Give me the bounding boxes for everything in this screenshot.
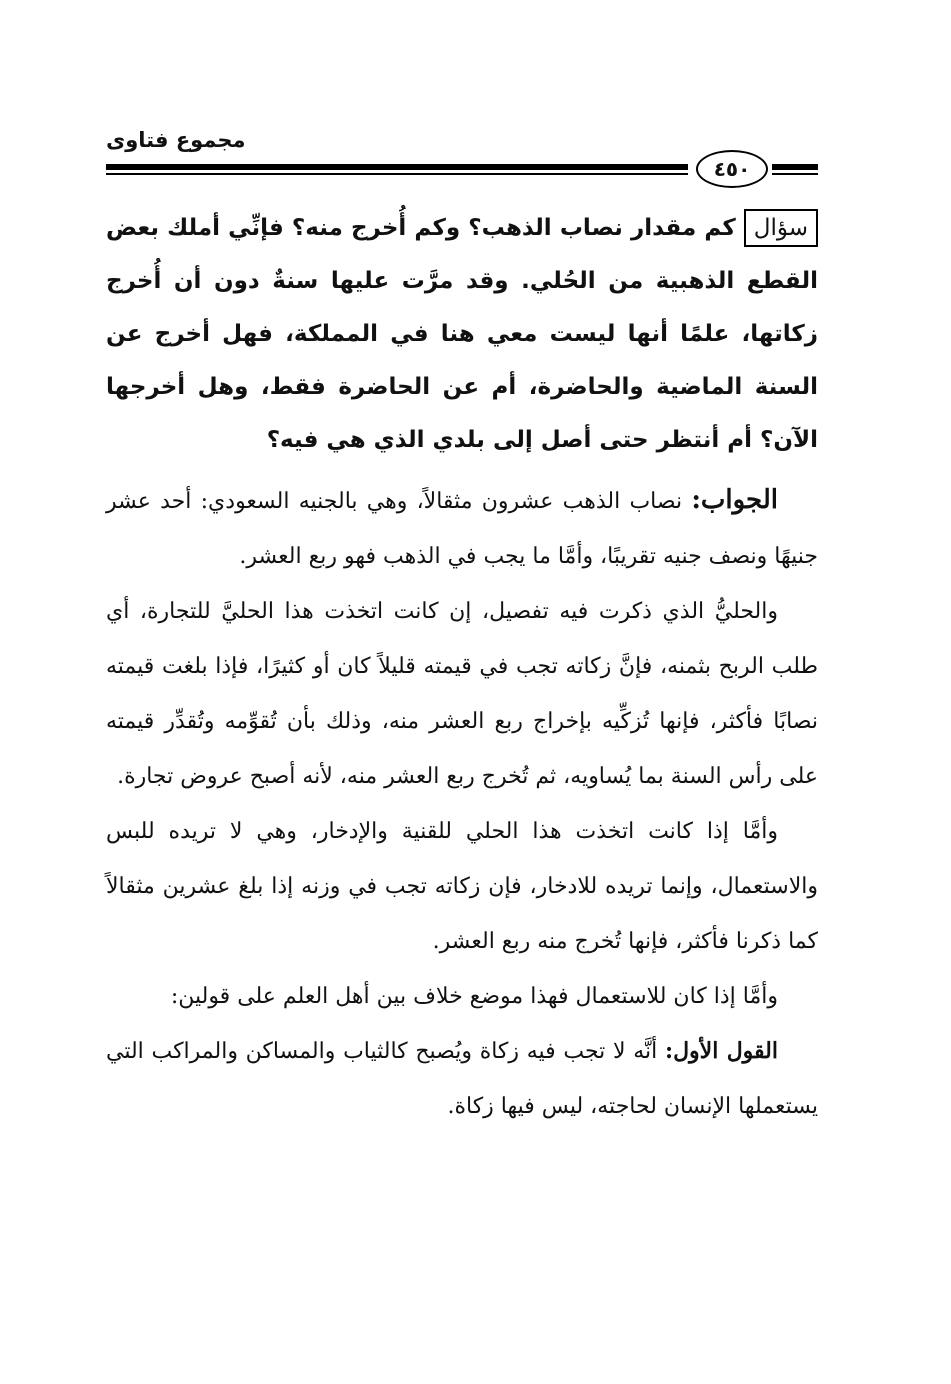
answer-text-3: وأمَّا إذا كانت اتخذت هذا الحلي للقنية والإدخار، وهي لا تريده للبس والاستعمال، وإنما تريده للادخار، فإن زكاته تجب في وزنه إذا بلغ عشرين مثقالاً كما ذكرنا فأكثر، فإنها تُخرج منه ربع العشر.: [106, 819, 818, 954]
header-rule: [106, 157, 818, 182]
answer-paragraph-1: [106, 473, 818, 584]
first-saying-text: أنَّه لا تجب فيه زكاة ويُصبح كالثياب والمساكن والمراكب التي يستعملها الإنسان لحاجته، ليس فيها زكاة.: [106, 1039, 818, 1119]
question-label: سؤال: [744, 209, 818, 247]
answer-paragraph-2: [106, 584, 818, 804]
first-saying-label: القول الأول:: [664, 1038, 778, 1064]
answer-text-4: وأمَّا إذا كان للاستعمال فهذا موضع خلاف بين أهل العلم على قولين:: [170, 984, 778, 1009]
answer-text-1: نصاب الذهب عشرون مثقالاً، وهي بالجنيه السعودي: أحد عشر جنيهًا ونصف جنيه تقريبًا، وأمَّا ما يجب في الذهب فهو ربع العشر.: [106, 489, 818, 569]
answer-paragraph-3: [106, 804, 818, 969]
page-content: [106, 202, 818, 1134]
header-rule-right: [772, 162, 818, 175]
page-number: ٤٥٠: [696, 150, 768, 188]
question-paragraph: [106, 202, 818, 467]
question-text: كم مقدار نصاب الذهب؟ وكم أُخرج منه؟ فإنِّي أملك بعض القطع الذهبية من الحُلي. وقد مرَّت عليها سنةٌ دون أن أُخرج زكاتها، علمًا أنها ليست معي هنا في المملكة، فهل أخرج عن السنة الماضية والحاضرة، أم عن الحاضرة فقط، وهل أخرجها الآن؟ أم أنتظر حتى أصل إلى بلدي الذي هي فيه؟: [106, 215, 818, 453]
answer-paragraph-4: [106, 969, 818, 1024]
book-title: مجموع فتاوى: [106, 128, 246, 152]
header-rule-left: [106, 162, 688, 175]
answer-text-2: والحليُّ الذي ذكرت فيه تفصيل، إن كانت اتخذت هذا الحليَّ للتجارة، أي طلب الربح بثمنه، فإنَّ زكاته تجب في قيمته قليلاً كان أو كثيرًا، فإذا بلغت قيمته نصابًا فأكثر، فإنها تُزكِّيه بإخراج ربع العشر منه، وذلك بأن تُقوِّمه وتُقدِّر قيمته على رأس السنة بما يُساويه، ثم تُخرج ربع العشر منه، لأنه أصبح عروض تجارة.: [106, 599, 818, 789]
page-header: [106, 128, 818, 188]
first-saying-paragraph: [106, 1024, 818, 1134]
answer-label: الجواب:: [691, 485, 778, 515]
